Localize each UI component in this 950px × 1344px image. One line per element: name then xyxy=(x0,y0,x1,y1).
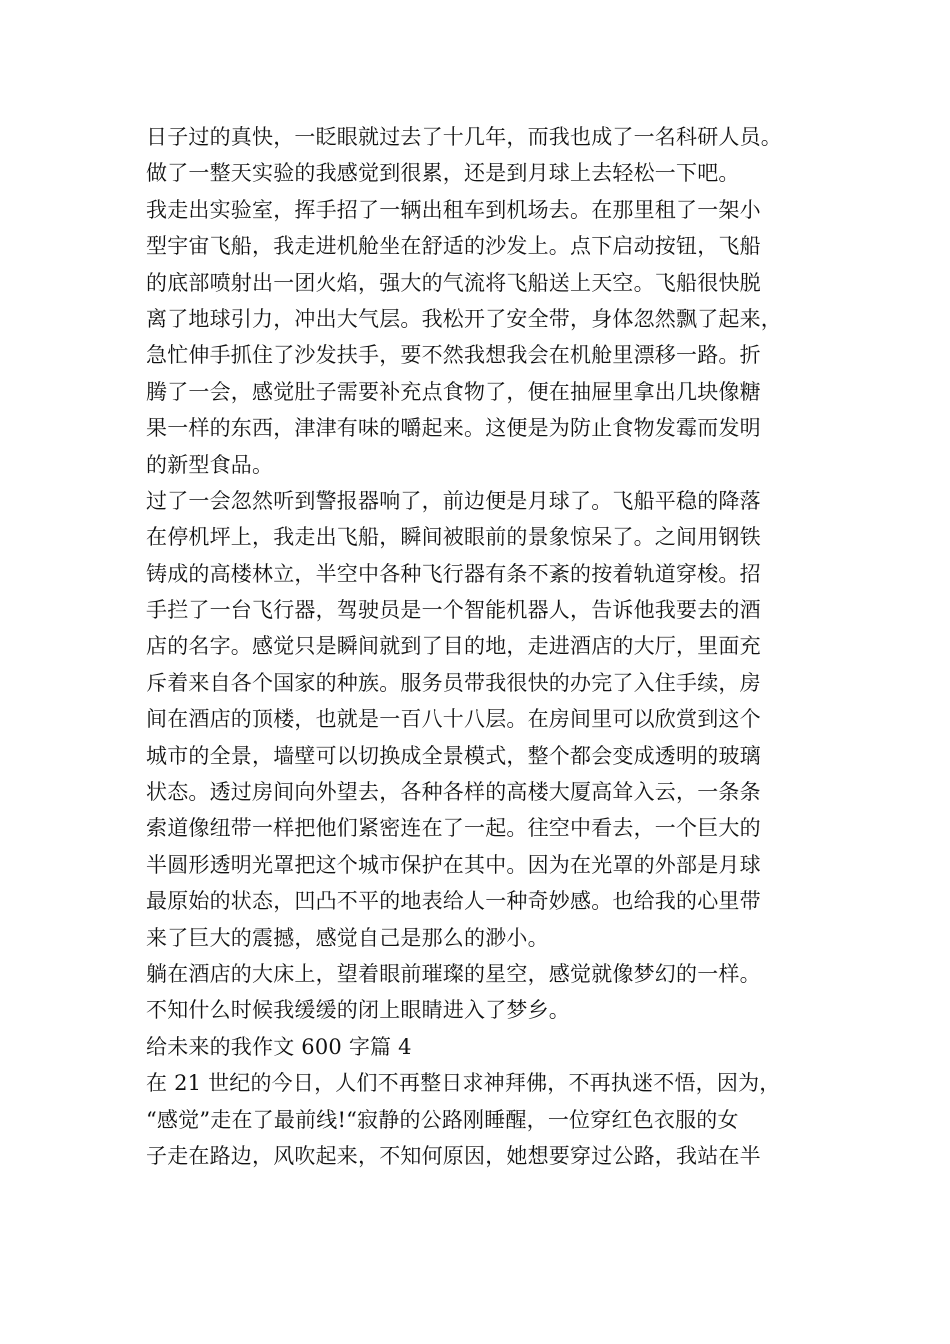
text-line: 半圆形透明光罩把这个城市保护在其中。因为在光罩的外部是月球 xyxy=(146,852,761,877)
text-line: 在 21 世纪的今日，人们不再整日求神拜佛，不再执迷不悟，因为， xyxy=(146,1071,781,1096)
text-line: 子走在路边，风吹起来，不知何原因，她想要穿过公路，我站在半 xyxy=(146,1143,761,1168)
text-line: 城市的全景，墙壁可以切换成全景模式，整个都会变成透明的玻璃 xyxy=(146,743,761,768)
text-line: 铸成的高楼林立，半空中各种飞行器有条不紊的按着轨道穿梭。招 xyxy=(146,561,761,586)
text-line: 的底部喷射出一团火焰，强大的气流将飞船送上天空。飞船很快脱 xyxy=(146,270,761,295)
text-line: 状态。透过房间向外望去，各种各样的高楼大厦高耸入云，一条条 xyxy=(146,780,761,805)
text-line: 过了一会忽然听到警报器响了，前边便是月球了。飞船平稳的降落 xyxy=(146,488,761,513)
text-line: 急忙伸手抓住了沙发扶手，要不然我想我会在机舱里漂移一路。折 xyxy=(146,343,761,368)
text-line: 在停机坪上，我走出飞船，瞬间被眼前的景象惊呆了。之间用钢铁 xyxy=(146,525,761,550)
text-line: 的新型食品。 xyxy=(146,452,274,477)
text-line: 最原始的状态，凹凸不平的地表给人一种奇妙感。也给我的心里带 xyxy=(146,889,761,914)
text-line: 腾了一会，感觉肚子需要补充点食物了，便在抽屉里拿出几块像糖 xyxy=(146,379,761,404)
text-line: 离了地球引力，冲出大气层。我松开了安全带，身体忽然飘了起来， xyxy=(146,306,782,331)
text-line: 日子过的真快，一眨眼就过去了十几年，而我也成了一名科研人员。 xyxy=(146,125,782,149)
text-line: 来了巨大的震撼，感觉自己是那么的渺小。 xyxy=(146,925,549,950)
text-line: 型宇宙飞船，我走进机舱坐在舒适的沙发上。点下启动按钮，飞船 xyxy=(146,234,761,259)
text-line: 店的名字。感觉只是瞬间就到了目的地，走进酒店的大厅，里面充 xyxy=(146,634,761,659)
text-line: “感觉”走在了最前线!“寂静的公路刚睡醒，一位穿红色衣服的女 xyxy=(146,1107,739,1132)
text-line: 斥着来自各个国家的种族。服务员带我很快的办完了入住手续，房 xyxy=(146,670,761,695)
text-line: 做了一整天实验的我感觉到很累，还是到月球上去轻松一下吧。 xyxy=(146,161,740,186)
text-line: 间在酒店的顶楼，也就是一百八十八层。在房间里可以欣赏到这个 xyxy=(146,707,761,732)
document-body xyxy=(146,119,812,1174)
section-heading: 给未来的我作文 600 字篇 4 xyxy=(146,1034,412,1059)
text-line: 不知什么时候我缓缓的闭上眼睛进入了梦乡。 xyxy=(146,998,570,1023)
text-line: 果一样的东西，津津有味的嚼起来。这便是为防止食物发霉而发明 xyxy=(146,416,761,441)
text-line: 索道像纽带一样把他们紧密连在了一起。往空中看去，一个巨大的 xyxy=(146,816,761,841)
text-line: 躺在酒店的大床上，望着眼前璀璨的星空，感觉就像梦幻的一样。 xyxy=(146,961,761,986)
text-line: 我走出实验室，挥手招了一辆出租车到机场去。在那里租了一架小 xyxy=(146,197,761,222)
text-line: 手拦了一台飞行器，驾驶员是一个智能机器人，告诉他我要去的酒 xyxy=(146,598,761,623)
